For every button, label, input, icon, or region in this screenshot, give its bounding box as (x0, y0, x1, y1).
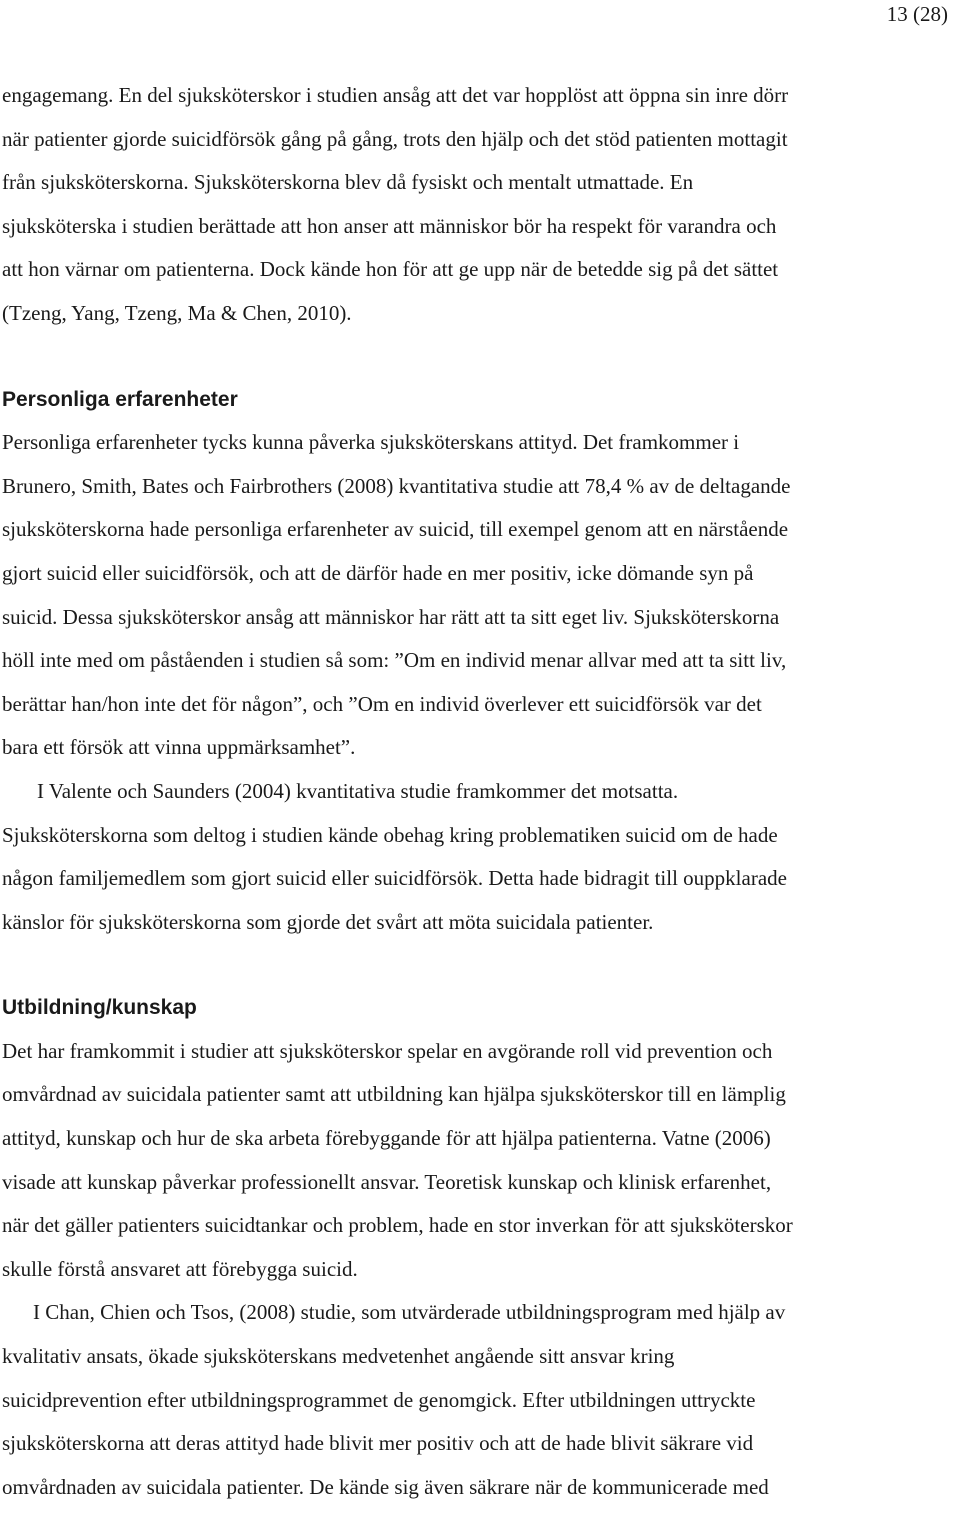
text-line: gjort suicid eller suicidförsök, och att de därför hade en mer positiv, icke dömande syn på (2, 560, 754, 585)
text-line: I Chan, Chien och Tsos, (2008) studie, som utvärderade utbildningsprogram med hjälp av (33, 1300, 786, 1325)
text-line: I Valente och Saunders (2004) kvantitativa studie framkommer det motsatta. (37, 778, 679, 803)
text-line: sjuksköterska i studien berättade att hon anser att människor bör ha respekt för varandra och (2, 213, 777, 238)
text-line: skulle förstå ansvaret att förebygga suicid. (2, 1256, 358, 1281)
page-number: 13 (28) (886, 2, 948, 26)
text-line: suicid. Dessa sjuksköterskor ansåg att människor har rätt att ta sitt eget liv. Sjuksköterskorna (2, 604, 780, 629)
text-line: någon familjemedlem som gjort suicid eller suicidförsök. Detta hade bidragit till ouppklarade (2, 866, 787, 891)
paragraph-utbildning-2 (2, 1291, 956, 1509)
document-body (2, 74, 956, 1509)
text-line: sjuksköterskorna att deras attityd hade blivit mer positiv och att de hade blivit säkrare vid (2, 1431, 754, 1456)
text-line: berättar han/hon inte det för någon”, och ”Om en individ överlever ett suicidförsök var det (2, 691, 762, 716)
section-heading-utbildning-kunskap: Utbildning/kunskap (2, 996, 197, 1020)
text-line: sjuksköterskorna hade personliga erfarenheter av suicid, till exempel genom att en närstående (2, 517, 789, 542)
section-heading-personliga-erfarenheter: Personliga erfarenheter (2, 387, 238, 411)
text-line: när patienter gjorde suicidförsök gång på gång, trots den hjälp och det stöd patienten mottagit (2, 126, 788, 151)
text-line: från sjuksköterskorna. Sjuksköterskorna blev då fysiskt och mentalt utmattade. En (2, 170, 694, 195)
text-line: (Tzeng, Yang, Tzeng, Ma & Chen, 2010). (2, 300, 352, 325)
text-line: Sjuksköterskorna som deltog i studien kände obehag kring problematiken suicid om de hade (2, 822, 778, 847)
text-line: visade att kunskap påverkar professionellt ansvar. Teoretisk kunskap och klinisk erfarenhet, (2, 1169, 772, 1194)
text-line: höll inte med om påståenden i studien så som: ”Om en individ menar allvar med att ta sitt liv, (2, 648, 787, 673)
paragraph-intro (2, 74, 956, 336)
text-line: omvårdnad av suicidala patienter samt att utbildning kan hjälpa sjuksköterskor till en lämplig (2, 1082, 786, 1107)
text-line: när det gäller patienters suicidtankar och problem, hade en stor inverkan för att sjuksköterskor (2, 1213, 793, 1238)
text-line: Det har framkommit i studier att sjuksköterskor spelar en avgörande roll vid prevention och (2, 1038, 773, 1063)
text-line: attityd, kunskap och hur de ska arbeta förebyggande för att hjälpa patienterna. Vatne (2006) (2, 1126, 771, 1151)
paragraph-personliga-2 (2, 770, 956, 944)
text-line: känslor för sjuksköterskorna som gjorde det svårt att möta suicidala patienter. (2, 909, 654, 934)
paragraph-personliga-1 (2, 421, 956, 770)
text-line: engagemang. En del sjuksköterskor i studien ansåg att det var hopplöst att öppna sin inre dörr (2, 83, 789, 107)
text-line: omvårdnaden av suicidala patienter. De kände sig även säkrare när de kommunicerade med (2, 1474, 769, 1499)
text-line: kvalitativ ansats, ökade sjuksköterskans medvetenhet angående sitt ansvar kring (2, 1344, 675, 1369)
text-line: bara ett försök att vinna uppmärksamhet”. (2, 735, 356, 760)
paragraph-utbildning-1 (2, 1030, 956, 1292)
text-line: suicidprevention efter utbildningsprogrammet de genomgick. Efter utbildningen uttryckte (2, 1387, 756, 1412)
text-line: Brunero, Smith, Bates och Fairbrothers (2008) kvantitativa studie att 78,4 % av de deltagande (2, 473, 791, 498)
text-line: Personliga erfarenheter tycks kunna påverka sjuksköterskans attityd. Det framkommer i (2, 430, 740, 455)
text-line: att hon värnar om patienterna. Dock kände hon för att ge upp när de betedde sig på det sättet (2, 257, 779, 282)
